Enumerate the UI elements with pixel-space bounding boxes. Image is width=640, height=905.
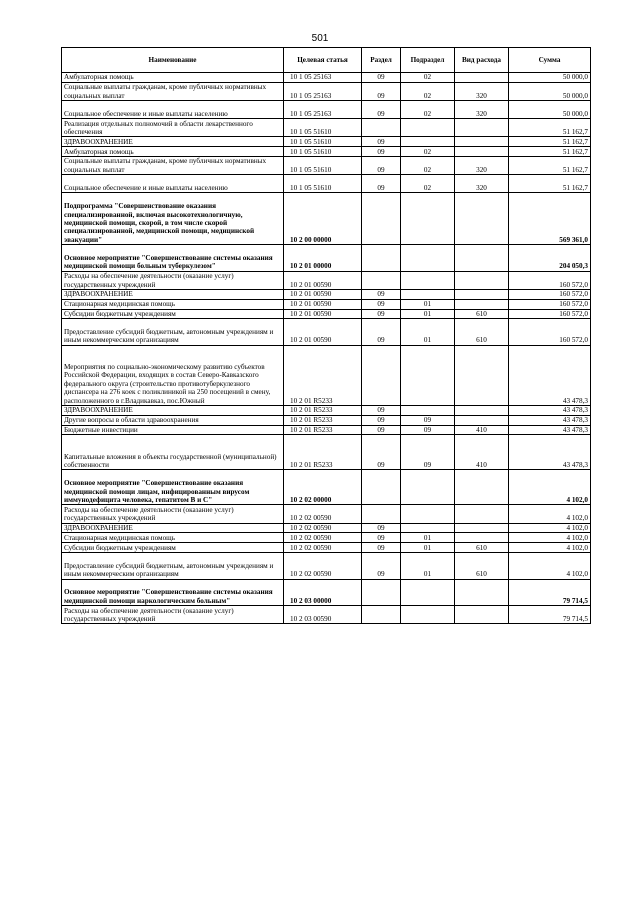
cell-code: 10 1 05 25163 [284,100,362,118]
cell-subsection: 01 [401,309,455,319]
cell-kind [455,345,509,405]
table-row [62,470,591,505]
cell-name: Предоставление субсидий бюджетным, автономным учреждениям и иным некоммерческим организациям [62,319,284,346]
cell-kind: 610 [455,309,509,319]
cell-subsection: 02 [401,175,455,193]
cell-kind [455,193,509,245]
cell-section: 09 [362,415,401,425]
cell-code: 10 1 05 51610 [284,147,362,157]
cell-section [362,345,401,405]
cell-code: 10 2 01 00590 [284,271,362,289]
cell-kind [455,289,509,299]
cell-sum: 51 162,7 [509,156,591,174]
cell-name: Расходы на обеспечение деятельности (оказание услуг) государственных учреждений [62,606,284,624]
cell-section: 09 [362,289,401,299]
cell-section [362,119,401,137]
cell-name: ЗДРАВООХРАНЕНИЕ [62,406,284,416]
table-row [62,435,591,470]
cell-name: Стационарная медицинская помощь [62,299,284,309]
cell-code: 10 1 05 51610 [284,175,362,193]
cell-name: Мероприятия по социально-экономическому развитию субъектов Российской Федерации, входящих в состав Северо-Кавказского федерального округа (строительство противотуберкулезного диспансера на 276 коек с поликлиникой на 250 посещений в смену, расположенного в г.Владикавказ, пос.Южный [62,345,284,405]
cell-kind [455,523,509,533]
table-row [62,309,591,319]
cell-name: Социальное обеспечение и иные выплаты населению [62,100,284,118]
cell-code: 10 2 02 00590 [284,505,362,523]
cell-subsection: 01 [401,553,455,580]
cell-code: 10 2 02 00590 [284,533,362,543]
table-row [62,523,591,533]
cell-section: 09 [362,425,401,435]
cell-sum: 204 050,3 [509,245,591,272]
cell-subsection: 02 [401,82,455,100]
cell-name: Амбулаторная помощь [62,147,284,157]
cell-code: 10 2 01 00590 [284,309,362,319]
cell-subsection: 09 [401,415,455,425]
cell-name: Другие вопросы в области здравоохранения [62,415,284,425]
cell-section: 09 [362,523,401,533]
cell-section [362,505,401,523]
table-row [62,606,591,624]
cell-subsection [401,345,455,405]
cell-sum: 50 000,0 [509,82,591,100]
cell-section: 09 [362,319,401,346]
cell-sum: 43 478,3 [509,415,591,425]
cell-sum: 569 361,0 [509,193,591,245]
cell-name: Субсидии бюджетным учреждениям [62,309,284,319]
cell-code: 10 2 02 00590 [284,553,362,580]
cell-code: 10 2 01 R5233 [284,415,362,425]
cell-kind: 410 [455,425,509,435]
cell-kind [455,271,509,289]
header-sum: Сумма [509,48,591,73]
table-header-row [62,48,591,73]
cell-sum: 43 478,3 [509,425,591,435]
cell-subsection [401,606,455,624]
table-row [62,175,591,193]
cell-sum: 50 000,0 [509,73,591,83]
header-name: Наименование [62,48,284,73]
cell-sum: 160 572,0 [509,309,591,319]
table-row [62,271,591,289]
cell-subsection: 09 [401,425,455,435]
cell-section: 09 [362,82,401,100]
cell-name: Социальные выплаты гражданам, кроме публичных нормативных социальных выплат [62,156,284,174]
header-kind: Вид расхода [455,48,509,73]
table-row [62,299,591,309]
cell-code: 10 2 01 00000 [284,245,362,272]
table-row [62,156,591,174]
cell-sum: 4 102,0 [509,553,591,580]
cell-sum: 51 162,7 [509,175,591,193]
cell-sum: 51 162,7 [509,137,591,147]
cell-kind: 320 [455,156,509,174]
cell-section: 09 [362,73,401,83]
cell-kind [455,606,509,624]
cell-code: 10 2 01 R5233 [284,345,362,405]
cell-code: 10 2 01 R5233 [284,406,362,416]
cell-code: 10 2 03 00590 [284,606,362,624]
cell-kind: 610 [455,553,509,580]
cell-code: 10 1 05 51610 [284,156,362,174]
cell-code: 10 1 05 51610 [284,119,362,137]
cell-code: 10 2 03 00000 [284,579,362,606]
cell-section: 09 [362,406,401,416]
cell-sum: 160 572,0 [509,319,591,346]
cell-subsection [401,271,455,289]
table-row [62,245,591,272]
table-row [62,406,591,416]
cell-code: 10 2 01 00590 [284,319,362,346]
cell-name: Социальные выплаты гражданам, кроме публичных нормативных социальных выплат [62,82,284,100]
cell-sum: 4 102,0 [509,533,591,543]
cell-kind [455,406,509,416]
cell-subsection: 01 [401,319,455,346]
cell-kind [455,137,509,147]
cell-subsection: 02 [401,100,455,118]
cell-code: 10 2 00 00000 [284,193,362,245]
cell-sum: 4 102,0 [509,523,591,533]
cell-code: 10 1 05 25163 [284,73,362,83]
cell-sum: 43 478,3 [509,435,591,470]
cell-subsection [401,245,455,272]
cell-kind [455,470,509,505]
cell-section: 09 [362,175,401,193]
cell-sum: 50 000,0 [509,100,591,118]
cell-kind [455,505,509,523]
cell-kind: 320 [455,100,509,118]
cell-kind [455,533,509,543]
cell-code: 10 2 02 00000 [284,470,362,505]
cell-sum: 4 102,0 [509,543,591,553]
cell-subsection [401,406,455,416]
cell-kind [455,415,509,425]
header-code: Целевая статья [284,48,362,73]
cell-name: Субсидии бюджетным учреждениям [62,543,284,553]
cell-code: 10 1 05 51610 [284,137,362,147]
table-row [62,147,591,157]
table-row [62,579,591,606]
table-row [62,543,591,553]
cell-kind [455,245,509,272]
table-row [62,425,591,435]
cell-sum: 160 572,0 [509,299,591,309]
budget-table [61,47,591,624]
cell-name: ЗДРАВООХРАНЕНИЕ [62,137,284,147]
cell-kind [455,579,509,606]
table-row [62,119,591,137]
cell-section: 09 [362,156,401,174]
cell-section [362,606,401,624]
table-row [62,533,591,543]
table-row [62,137,591,147]
cell-name: Основное мероприятие "Совершенствование системы оказания медицинской помощи больным туберкулезом" [62,245,284,272]
cell-kind [455,299,509,309]
cell-sum: 51 162,7 [509,147,591,157]
cell-sum: 79 714,5 [509,579,591,606]
cell-code: 10 2 01 R5233 [284,425,362,435]
cell-kind [455,147,509,157]
cell-name: Социальное обеспечение и иные выплаты населению [62,175,284,193]
cell-section: 09 [362,137,401,147]
cell-subsection: 01 [401,543,455,553]
table-row [62,553,591,580]
cell-kind: 320 [455,175,509,193]
table-row [62,505,591,523]
cell-section: 09 [362,543,401,553]
cell-sum: 43 478,3 [509,406,591,416]
table-row [62,193,591,245]
cell-kind: 610 [455,543,509,553]
table-row [62,100,591,118]
table-row [62,73,591,83]
page-number: 501 [311,33,329,44]
cell-name: Стационарная медицинская помощь [62,533,284,543]
cell-section: 09 [362,435,401,470]
cell-section [362,193,401,245]
cell-subsection: 02 [401,147,455,157]
cell-kind: 610 [455,319,509,346]
cell-sum: 160 572,0 [509,271,591,289]
cell-subsection [401,505,455,523]
header-subsection: Подраздел [401,48,455,73]
cell-section [362,470,401,505]
cell-name: Реализация отдельных полномочий в области лекарственного обеспечения [62,119,284,137]
cell-subsection [401,193,455,245]
cell-code: 10 1 05 25163 [284,82,362,100]
cell-code: 10 2 02 00590 [284,543,362,553]
cell-name: Капитальные вложения в объекты государственной (муниципальной) собственности [62,435,284,470]
cell-subsection [401,289,455,299]
table-row [62,289,591,299]
cell-code: 10 2 01 R5233 [284,435,362,470]
cell-kind: 320 [455,82,509,100]
cell-subsection: 02 [401,73,455,83]
cell-code: 10 2 01 00590 [284,299,362,309]
cell-kind [455,119,509,137]
cell-section [362,245,401,272]
table-row [62,345,591,405]
cell-section: 09 [362,309,401,319]
cell-name: ЗДРАВООХРАНЕНИЕ [62,289,284,299]
cell-section: 09 [362,100,401,118]
cell-sum: 51 162,7 [509,119,591,137]
cell-name: Основное мероприятие "Совершенствование системы оказания медицинской помощи наркологическим больным" [62,579,284,606]
table-row [62,319,591,346]
cell-subsection: 09 [401,435,455,470]
cell-section: 09 [362,299,401,309]
cell-name: Амбулаторная помощь [62,73,284,83]
cell-subsection: 01 [401,299,455,309]
cell-section: 09 [362,147,401,157]
table-row [62,82,591,100]
cell-sum: 160 572,0 [509,289,591,299]
cell-subsection [401,523,455,533]
cell-section: 09 [362,553,401,580]
cell-name: Предоставление субсидий бюджетным, автономным учреждениям и иным некоммерческим организациям [62,553,284,580]
table-row [62,415,591,425]
cell-name: Основное мероприятие "Совершенствование оказания медицинской помощи лицам, инфицированным вирусом иммунодефицита человека, гепатитом В и С" [62,470,284,505]
cell-sum: 79 714,5 [509,606,591,624]
cell-section: 09 [362,533,401,543]
cell-section [362,271,401,289]
cell-subsection: 01 [401,533,455,543]
cell-subsection [401,579,455,606]
cell-sum: 4 102,0 [509,470,591,505]
cell-subsection: 02 [401,156,455,174]
cell-kind: 410 [455,435,509,470]
cell-name: Расходы на обеспечение деятельности (оказание услуг) государственных учреждений [62,271,284,289]
cell-name: Расходы на обеспечение деятельности (оказание услуг) государственных учреждений [62,505,284,523]
table-body [62,73,591,624]
cell-kind [455,73,509,83]
cell-subsection [401,119,455,137]
cell-code: 10 2 01 00590 [284,289,362,299]
header-section: Раздел [362,48,401,73]
cell-name: Подпрограмма "Совершенствование оказания специализированной, включая высокотехнологичную, медицинской помощи, скорой, в том числе скорой специализированной, медицинской помощи, медицинской эвакуации" [62,193,284,245]
cell-sum: 43 478,3 [509,345,591,405]
cell-name: Бюджетные инвестиции [62,425,284,435]
cell-name: ЗДРАВООХРАНЕНИЕ [62,523,284,533]
cell-code: 10 2 02 00590 [284,523,362,533]
cell-section [362,579,401,606]
cell-subsection [401,470,455,505]
cell-subsection [401,137,455,147]
cell-sum: 4 102,0 [509,505,591,523]
